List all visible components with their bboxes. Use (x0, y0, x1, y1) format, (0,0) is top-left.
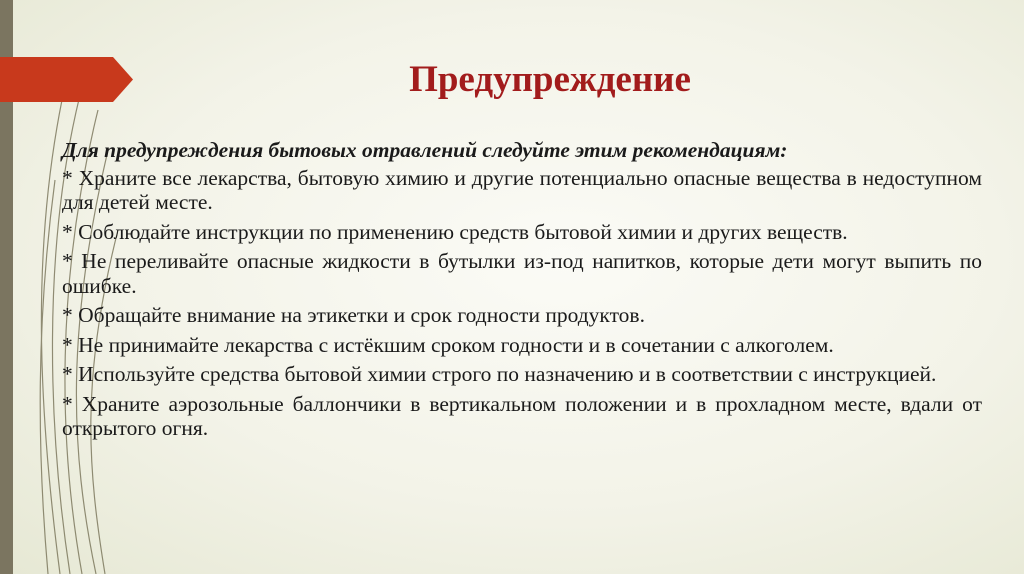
recommendation-item: * Используйте средства бытовой химии строго по назначению и в соответствии с инструкцией. (62, 362, 937, 386)
recommendation-item: * Храните все лекарства, бытовую химию и другие потенциально опасные вещества в недоступном для детей месте. (62, 165, 982, 214)
recommendation-item: * Не принимайте лекарства с истёкшим сроком годности и в сочетании с алкоголем. (62, 332, 834, 357)
slide-content (62, 138, 982, 446)
recommendation-item: * Соблюдайте инструкции по применению средств бытовой химии и других веществ. (62, 219, 848, 244)
recommendation-item: * Храните аэрозольные баллончики в вертикальном положении и в прохладном месте, вдали от открытого огня. (62, 391, 982, 440)
recommendation-item: * Обращайте внимание на этикетки и срок годности продуктов. (62, 303, 645, 327)
intro-text: Для предупреждения бытовых отравлений следуйте этим рекомендациям: (62, 138, 788, 162)
recommendation-item: * Не переливайте опасные жидкости в бутылки из-под напитков, которые дети могут выпить по ошибке. (62, 249, 982, 298)
slide-title: Предупреждение (409, 59, 691, 100)
red-arrow-tab (0, 57, 133, 102)
